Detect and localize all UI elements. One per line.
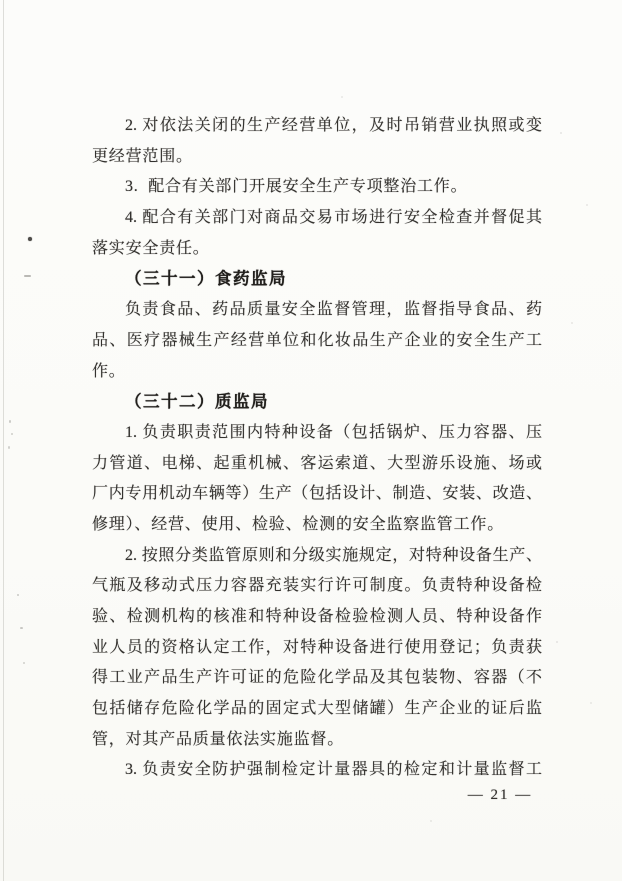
text-line: 负责食品、药品质量安全监督管理，监督指导食品、药 (125, 301, 542, 319)
text-line: 修理）、经营、使用、检验、检测的安全监察监管工作。 (92, 515, 505, 533)
text-line: 力管道、电梯、起重机械、客运索道、大型游乐设施、场或 (92, 454, 542, 472)
scan-edge-line (3, 0, 4, 881)
section-heading: （三十二）质监局 (125, 392, 269, 412)
text-line: 3. 负责安全防护强制检定计量器具的检定和计量监督工 (125, 761, 542, 779)
text-line: 更经营范围。 (92, 147, 193, 165)
scan-speckle (590, 702, 592, 704)
scan-speckle (586, 204, 588, 206)
scan-speckle (8, 446, 10, 449)
text-block (92, 111, 542, 786)
text-line: 1. 负责职责范围内特种设备（包括锅炉、压力容器、压 (125, 423, 542, 441)
text-line: 管，对其产品质量依法实施监督。 (92, 730, 345, 748)
text-line: 2. 对依法关闭的生产经营单位，及时吊销营业执照或变 (125, 117, 542, 134)
page-number: — 21 — (467, 787, 533, 803)
text-line: 4. 配合有关部门对商品交易市场进行安全检查并督促其 (125, 209, 542, 227)
scan-speckle (20, 627, 23, 629)
scan-speckle (430, 820, 432, 822)
text-line: 品、医疗器械生产经营单位和化妆品生产企业的安全生产工 (92, 331, 542, 349)
text-line: 气瓶及移动式压力容器充装实行许可制度。负责特种设备检 (92, 577, 542, 595)
scan-speckle (560, 132, 562, 134)
text-line: 业人员的资格认定工作，对特种设备进行使用登记；负责获 (92, 638, 542, 656)
text-line: 包括储存危险化学品的固定式大型储罐）生产企业的证后监 (92, 700, 542, 718)
text-line: 厂内专用机动车辆等）生产（包括设计、制造、安装、改造、 (92, 485, 542, 503)
scan-speckle (17, 594, 19, 596)
scan-speckle (11, 433, 13, 435)
ink-dash-artifact (24, 275, 31, 277)
scan-speckle (571, 322, 573, 324)
text-line: 作。 (92, 362, 126, 380)
text-line: 落实安全责任。 (92, 239, 210, 257)
scan-speckle (23, 662, 25, 664)
text-line: 验、检测机构的核准和特种设备检验检测人员、特种设备作 (92, 608, 542, 625)
section-heading: （三十一）食药监局 (125, 269, 287, 289)
scan-speckle (9, 420, 11, 423)
ink-dot-artifact (28, 237, 32, 241)
scan-speckle (556, 641, 558, 643)
scan-speckle (341, 96, 343, 98)
text-line: 2. 按照分类监管原则和分级实施规定，对特种设备生产、 (125, 546, 542, 564)
text-line: 3. 配合有关部门开展安全生产专项整治工作。 (125, 178, 468, 196)
text-line: 得工业产品生产许可证的危险化学品及其包装物、容器（不 (92, 669, 542, 687)
